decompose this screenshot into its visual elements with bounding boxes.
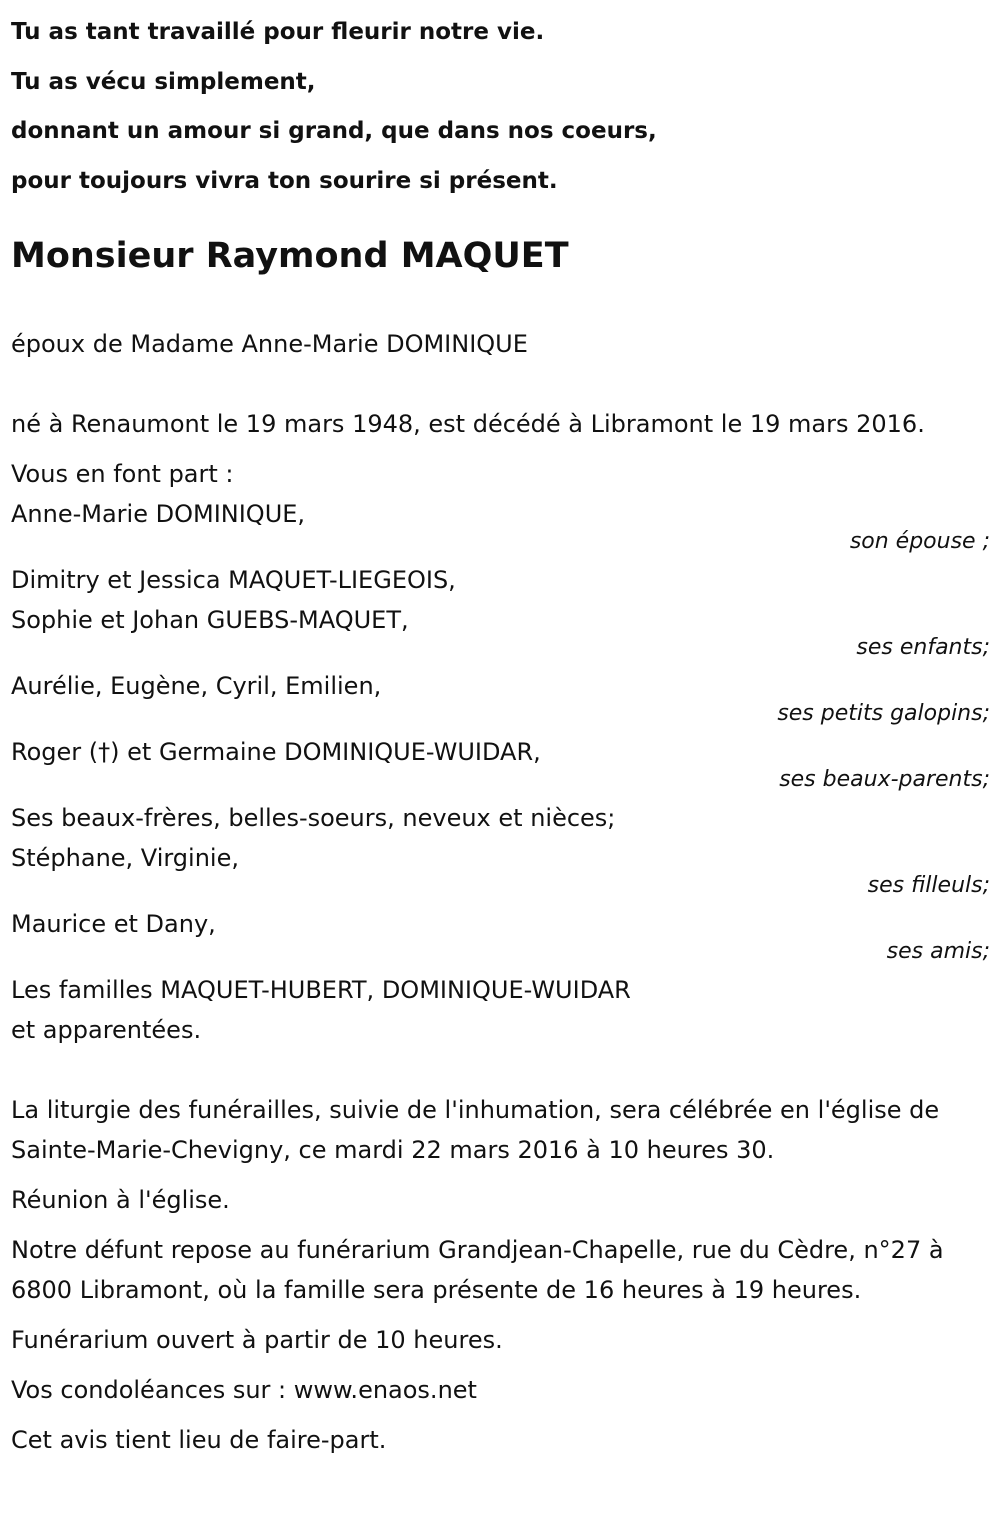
poem-line: Tu as tant travaillé pour fleurir notre vie. xyxy=(11,19,545,45)
families-line: et apparentées. xyxy=(11,1016,202,1044)
funerarium-hours: Funérarium ouvert à partir de 10 heures. xyxy=(11,1326,503,1354)
family-names: Anne-Marie DOMINIQUE, xyxy=(11,500,306,528)
poem-line: Tu as vécu simplement, xyxy=(11,68,316,95)
deceased-name: Monsieur Raymond MAQUET xyxy=(11,236,569,276)
meeting-line: Réunion à l'église. xyxy=(11,1186,230,1214)
liturgy-paragraph: La liturgie des funérailles, suivie de l'inhumation, sera célébrée en l'église de Sainte-Marie-Chevigny, ce mardi 22 mars 2016 à 10 heures 30. xyxy=(11,1096,940,1164)
family-entry xyxy=(11,798,990,900)
family-names: Sophie et Johan GUEBS-MAQUET, xyxy=(11,606,409,634)
poem-line: pour toujours vivra ton sourire si présent. xyxy=(11,167,558,194)
family-role: ses filleuls; xyxy=(867,873,990,898)
condolences-line: Vos condoléances sur : www.enaos.net xyxy=(11,1376,477,1404)
family-role: ses beaux-parents; xyxy=(779,767,990,792)
family-entry xyxy=(11,732,990,794)
spouse-line: époux de Madame Anne-Marie DOMINIQUE xyxy=(11,330,528,358)
family-role: ses amis; xyxy=(886,939,990,964)
families-block xyxy=(11,970,990,1050)
families-line: Les familles MAQUET-HUBERT, DOMINIQUE-WUIDAR xyxy=(11,976,631,1004)
family-names: Roger (†) et Germaine DOMINIQUE-WUIDAR, xyxy=(11,738,541,766)
birth-death-line: né à Renaumont le 19 mars 1948, est décédé à Libramont le 19 mars 2016. xyxy=(11,410,925,438)
family-role: ses petits galopins; xyxy=(777,701,990,726)
family-names: Dimitry et Jessica MAQUET-LIEGEOIS, xyxy=(11,566,456,594)
closing-line: Cet avis tient lieu de faire-part. xyxy=(11,1426,387,1454)
poem xyxy=(11,0,990,206)
family-list xyxy=(11,494,990,966)
family-entry xyxy=(11,666,990,728)
family-names: Maurice et Dany, xyxy=(11,910,216,938)
poem-line: donnant un amour si grand, que dans nos coeurs, xyxy=(11,118,657,144)
family-names: Aurélie, Eugène, Cyril, Emilien, xyxy=(11,672,382,700)
family-role: son épouse ; xyxy=(849,529,990,554)
family-entry xyxy=(11,494,990,556)
announce-line: Vous en font part : xyxy=(11,460,234,488)
family-names: Stéphane, Virginie, xyxy=(11,844,239,872)
family-entry xyxy=(11,560,990,662)
family-role: ses enfants; xyxy=(856,635,990,660)
family-entry xyxy=(11,904,990,966)
family-names: Ses beaux-frères, belles-soeurs, neveux et nièces; xyxy=(11,804,616,832)
repose-paragraph: Notre défunt repose au funérarium Grandjean-Chapelle, rue du Cèdre, n°27 à 6800 Libramont, où la famille sera présente de 16 heures à 19 heures. xyxy=(11,1236,944,1304)
